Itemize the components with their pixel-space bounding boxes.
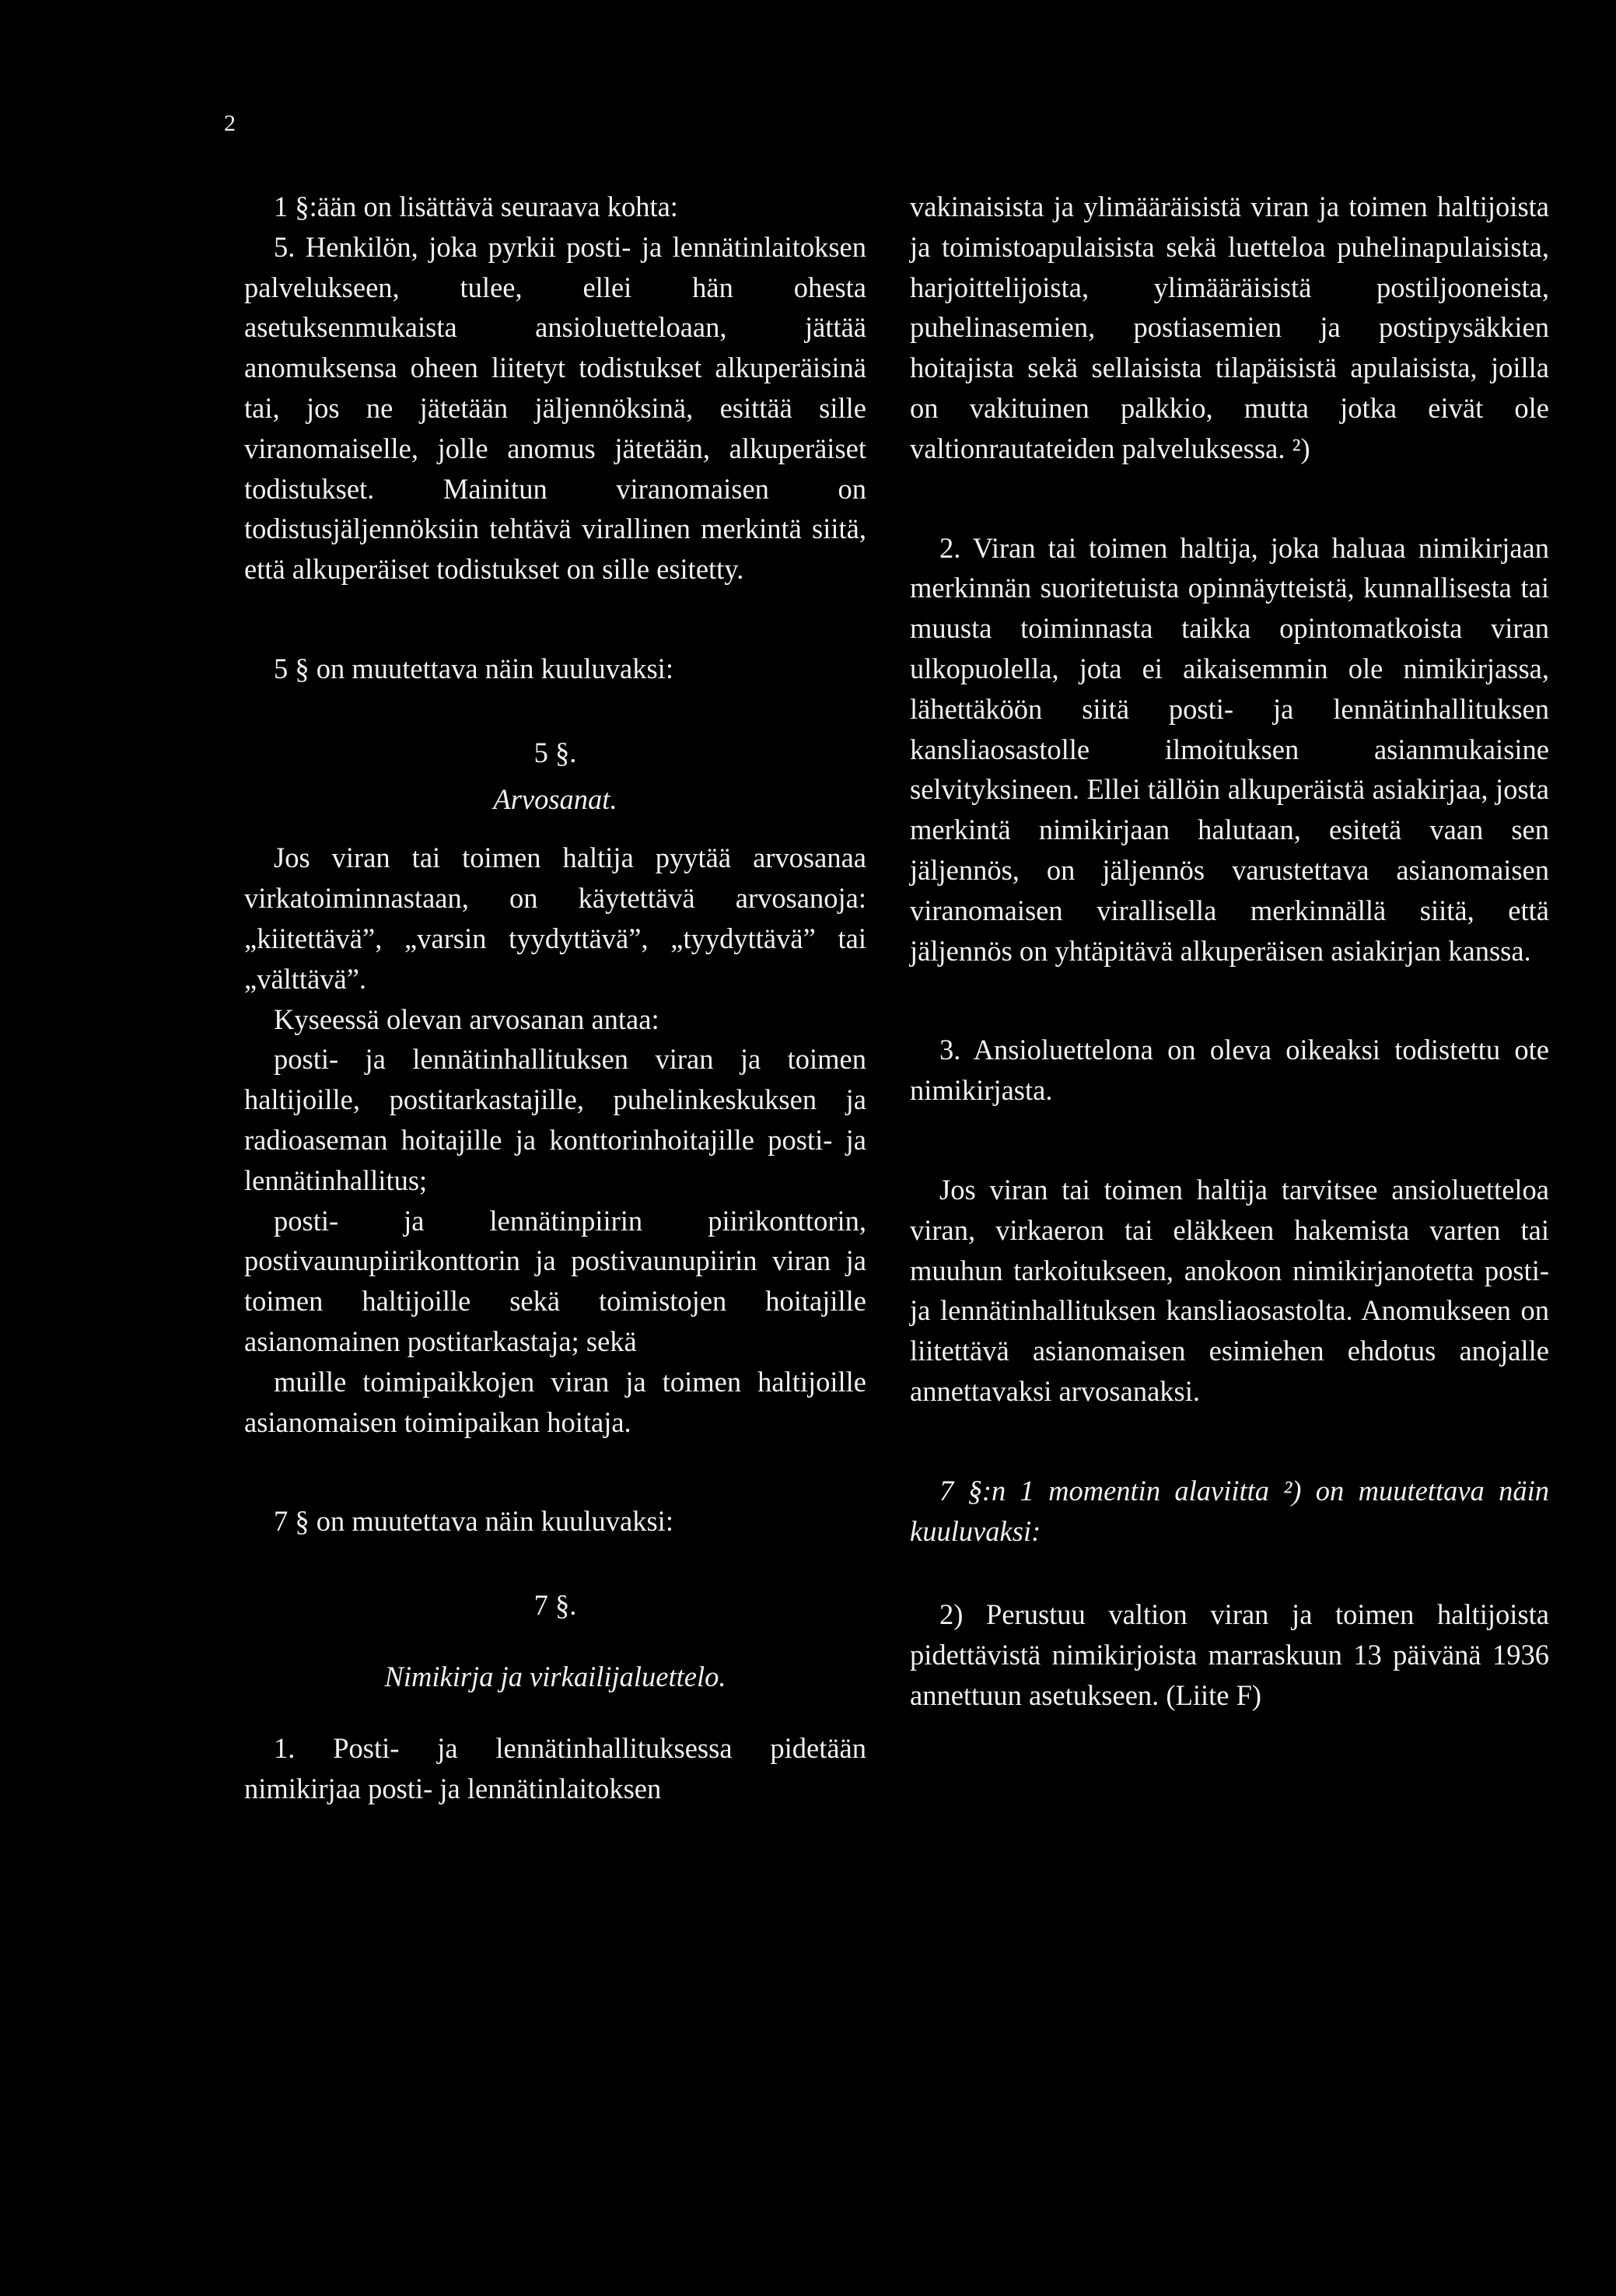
paragraph-amendment-intro: 1 §:ään on lisättävä seuraava kohta: — [274, 191, 678, 222]
section-5-heading: 5 §. — [533, 736, 577, 768]
paragraph-registry-2: 2. Viran tai toimen haltija, joka haluaa nimikirjaan merkinnän suoritetuista opinnäytteistä, kunnallisesta tai muusta toiminnasta taikka opintomatkoista viran ulkopuolella, jota ei aikaisemmin ole nimikirjassa, lähettäköön siitä posti- ja lennätinhallituksen kansliaosastolle ilmoituksen asianmukaisine selvityksineen. Ellei tällöin alkuperäistä asiakirjaa, josta merkintä nimikirjaan halutaan, esitetä vaan sen jäljennös, on jäljennös varustettava asianomaisen viranomaisen virallisella merkinnällä siitä, että jäljennös on yhtäpitävä alkuperäisen asiakirjan kanssa. — [910, 531, 1549, 967]
paragraph-grade-giver: Kyseessä olevan arvosanan antaa: — [274, 1003, 659, 1035]
paragraph-section-7-amend: 7 § on muutettava näin kuuluvaksi: — [274, 1505, 673, 1538]
paragraph-registry-1: 1. Posti- ja lennätinhallituksessa pidetään nimikirjaa posti- ja lennätinlaitoksen — [244, 1731, 866, 1804]
page-number: 2 — [224, 110, 236, 136]
left-column — [244, 187, 866, 1808]
section-7-title: Nimikirja ja virkailijaluettelo. — [384, 1660, 726, 1692]
paragraph-grade-giver-2: posti- ja lennätinpiirin piirikonttorin, postivaunupiirikonttorin ja postivaunupiirin viran ja toimen haltijoille sekä toimistojen hoitajille asianomainen postitarkastaja; sekä — [244, 1204, 866, 1357]
paragraph-registry-1-cont: vakinaisista ja ylimääräisistä viran ja toimen haltijoista ja toimistoapulaisista sekä luetteloa puhelinapulaisista, harjoittelijoista, ylimääräisistä postiljooneista, puhelinasemien, postiasemien ja postipysäkkien hoitajista sekä sellaisista tilapäisistä apulaisista, joilla on vakituinen palkkio, mutta jotka eivät ole valtionrautateiden palveluksessa. ²) — [910, 191, 1549, 464]
paragraph-grade-giver-1: posti- ja lennätinhallituksen viran ja toimen haltijoille, postitarkastajille, puhelinkeskuksen ja radioaseman hoitajille ja konttorinhoitajille posti- ja lennätinhallitus; — [244, 1043, 866, 1196]
paragraph-section-5-amend: 5 § on muutettava näin kuuluvaksi: — [274, 652, 673, 684]
section-5-title: Arvosanat. — [493, 782, 617, 815]
paragraph-footnote-amend: 7 §:n 1 momentin alaviitta ²) on muutettava näin kuuluvaksi: — [910, 1474, 1549, 1547]
right-column — [910, 187, 1549, 1716]
section-7-heading: 7 §. — [533, 1589, 577, 1622]
paragraph-item-5: 5. Henkilön, joka pyrkii posti- ja lennätinlaitoksen palvelukseen, tulee, ellei hän ohesta asetuksenmukaista ansioluetteloaan, jättää anomuksensa oheen liitetyt todistukset alkuperäisinä tai, jos ne jätetään jäljennöksinä, esittää sille viranomaiselle, jolle anomus jätetään, alkuperäiset todistukset. Mainitun viranomaisen on todistusjäljennöksiin tehtävä virallinen merkintä siitä, että alkuperäiset todistukset on sille esitetty. — [244, 230, 866, 586]
paragraph-grade-giver-3: muille toimipaikkojen viran ja toimen haltijoille asianomaisen toimipaikan hoitaja. — [244, 1365, 866, 1438]
paragraph-grades: Jos viran tai toimen haltija pyytää arvosanaa virkatoiminnastaan, on käytettävä arvosanoja: „kiitettävä”, „varsin tyydyttävä”, „tyydyttävä” tai „välttävä”. — [244, 842, 866, 995]
paragraph-merit-list: Jos viran tai toimen haltija tarvitsee ansioluetteloa viran, virkaeron tai eläkkeen hakemista varten tai muuhun tarkoitukseen, anokoon nimikirjanotetta posti- ja lennätinhallituksen kansliaosastolta. Anomukseen on liitettävä asianomaisen esimiehen ehdotus anojalle annettavaksi arvosanaksi. — [910, 1173, 1549, 1407]
paragraph-registry-3: 3. Ansioluettelona on oleva oikeaksi todistettu ote nimikirjasta. — [910, 1034, 1549, 1107]
paragraph-footnote-2: 2) Perustuu valtion viran ja toimen haltijoista pidettävistä nimikirjoista marraskuun 13 päivänä 1936 annettuun asetukseen. (Liite F) — [910, 1598, 1549, 1711]
